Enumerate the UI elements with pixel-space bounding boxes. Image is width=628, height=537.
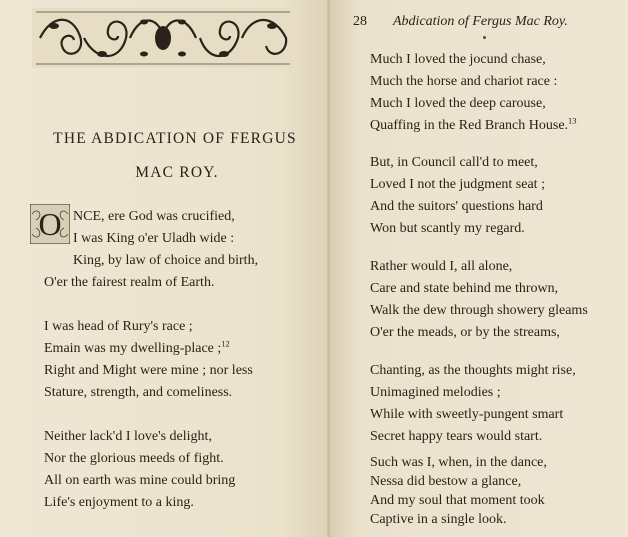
poem-line: I was King o'er Uladh wide : [73, 231, 235, 246]
running-head: Abdication of Fergus Mac Roy. [393, 14, 568, 29]
poem-line: Nessa did bestow a glance, [370, 474, 522, 489]
ornament-header [32, 8, 294, 68]
poem-line: Nor the glorious meeds of fight. [44, 451, 224, 466]
poem-line: Emain was my dwelling-place ;$^{12}$ [44, 338, 230, 356]
poem-title-line1: THE ABDICATION OF FERGUS [53, 130, 297, 147]
poem-line: And my soul that moment took [370, 493, 545, 508]
poem-line: NCE, ere God was crucified, [73, 209, 235, 224]
poem-line: And the suitors' questions hard [370, 199, 543, 214]
poem-line: Secret happy tears would start. [370, 429, 543, 444]
poem-line: King, by law of choice and birth, [73, 253, 259, 268]
poem-line: Loved I not the judgment seat ; [370, 177, 545, 192]
poem-line: Much I loved the jocund chase, [370, 52, 546, 67]
poem-line: Unimagined melodies ; [370, 385, 501, 400]
svg-text:O: O [38, 206, 62, 242]
poem-line: While with sweetly-pungent smart [370, 407, 564, 422]
poem-line: Stature, strength, and comeliness. [44, 385, 233, 400]
poem-line: Such was I, when, in the dance, [370, 455, 547, 470]
footnote-marker: 13 [568, 115, 577, 126]
poem-line: Rather would I, all alone, [370, 259, 513, 274]
poem-line: But, in Council call'd to meet, [370, 155, 538, 170]
poem-line: All on earth was mine could bring [44, 473, 236, 488]
poem-line: I was head of Rury's race ; [44, 319, 193, 334]
poem-line: Quaffing in the Red Branch House.$^{13}$ [370, 115, 577, 133]
poem-line: Neither lack'd I love's delight, [44, 429, 212, 444]
poem-line: Captive in a single look. [370, 512, 507, 527]
poem-line: O'er the meads, or by the streams, [370, 325, 560, 340]
poem-line: Walk the dew through showery gleams [370, 303, 588, 318]
poem-title-line2: MAC ROY. [135, 164, 219, 181]
poem-line: Care and state behind me thrown, [370, 281, 559, 296]
poem-line: Right and Might were mine ; nor less [44, 363, 253, 378]
poem-line: Much the horse and chariot race : [370, 74, 558, 89]
printer-mark [483, 36, 486, 39]
poem-line: Life's enjoyment to a king. [44, 495, 194, 510]
ornamental-dropcap [30, 204, 70, 244]
footnote-marker: 12 [221, 338, 230, 349]
poem-line: Won but scantly my regard. [370, 221, 525, 236]
poem-line: Much I loved the deep carouse, [370, 96, 546, 111]
poem-line: Chanting, as the thoughts might rise, [370, 363, 576, 378]
page-number: 28 [353, 14, 367, 29]
poem-line: O'er the fairest realm of Earth. [44, 275, 215, 290]
